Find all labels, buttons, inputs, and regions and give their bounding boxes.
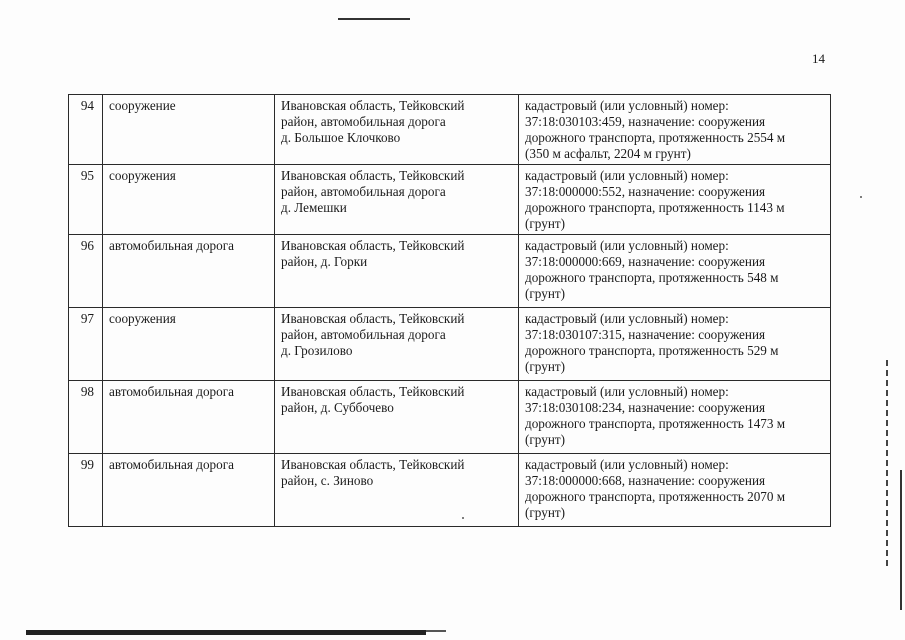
scan-edge-artifact-2 xyxy=(900,470,902,610)
details-line: 37:18:000000:552, назначение: сооружения xyxy=(525,184,766,199)
object-address xyxy=(275,308,519,381)
address-line: район, д. Суббочево xyxy=(281,400,394,415)
object-details xyxy=(519,165,831,235)
details-line: 37:18:030108:234, назначение: сооружения xyxy=(525,400,766,415)
details-line: (грунт) xyxy=(525,505,566,520)
details-line: дорожного транспорта, протяженность 2554 м xyxy=(525,130,786,145)
details-line: (грунт) xyxy=(525,432,566,447)
details-line: 37:18:030107:315, назначение: сооружения xyxy=(525,327,766,342)
address-line: д. Грозилово xyxy=(281,343,353,358)
object-type: сооружения xyxy=(103,308,275,381)
address-line: район, автомобильная дорога xyxy=(281,114,446,129)
object-type: автомобильная дорога xyxy=(103,381,275,454)
details-line: 37:18:000000:668, назначение: сооружения xyxy=(525,473,766,488)
table-row xyxy=(69,381,831,454)
object-type: автомобильная дорога xyxy=(103,235,275,308)
details-line: кадастровый (или условный) номер: xyxy=(525,168,729,183)
details-line: кадастровый (или условный) номер: xyxy=(525,238,729,253)
object-type: сооружение xyxy=(103,95,275,165)
details-line: дорожного транспорта, протяженность 1473 м xyxy=(525,416,786,431)
details-line: дорожного транспорта, протяженность 548 м xyxy=(525,270,779,285)
object-details xyxy=(519,95,831,165)
page-number: 14 xyxy=(812,51,825,66)
address-line: район, с. Зиново xyxy=(281,473,374,488)
header-rule xyxy=(338,18,410,20)
row-number: 95 xyxy=(69,165,103,235)
address-line: Ивановская область, Тейковский xyxy=(281,98,465,113)
row-number: 99 xyxy=(69,454,103,527)
object-details xyxy=(519,381,831,454)
address-line: район, автомобильная дорога xyxy=(281,327,446,342)
details-line: кадастровый (или условный) номер: xyxy=(525,98,729,113)
details-line: дорожного транспорта, протяженность 1143 м xyxy=(525,200,785,215)
object-address xyxy=(275,454,519,527)
registry-table-body xyxy=(69,95,831,527)
address-line: район, автомобильная дорога xyxy=(281,184,446,199)
table-row xyxy=(69,95,831,165)
address-line: Ивановская область, Тейковский xyxy=(281,457,465,472)
address-line: Ивановская область, Тейковский xyxy=(281,168,465,183)
object-details xyxy=(519,454,831,527)
object-type: сооружения xyxy=(103,165,275,235)
address-line: район, д. Горки xyxy=(281,254,368,269)
details-line: (350 м асфальт, 2204 м грунт) xyxy=(525,146,691,161)
details-line: (грунт) xyxy=(525,359,566,374)
details-line: кадастровый (или условный) номер: xyxy=(525,311,729,326)
scan-speck xyxy=(462,517,464,519)
details-line: кадастровый (или условный) номер: xyxy=(525,384,729,399)
details-line: 37:18:000000:669, назначение: сооружения xyxy=(525,254,766,269)
details-line: дорожного транспорта, протяженность 2070 м xyxy=(525,489,786,504)
object-address xyxy=(275,235,519,308)
object-details xyxy=(519,235,831,308)
address-line: д. Лемешки xyxy=(281,200,347,215)
details-line: (грунт) xyxy=(525,286,566,301)
object-address xyxy=(275,165,519,235)
object-address xyxy=(275,95,519,165)
address-line: Ивановская область, Тейковский xyxy=(281,238,465,253)
scan-edge-artifact xyxy=(886,360,888,570)
row-number: 96 xyxy=(69,235,103,308)
details-line: (грунт) xyxy=(525,216,566,231)
table-row xyxy=(69,235,831,308)
scan-bottom-bar xyxy=(26,630,426,635)
scan-bottom-bar-tail xyxy=(426,630,446,632)
row-number: 94 xyxy=(69,95,103,165)
table-row xyxy=(69,454,831,527)
object-type: автомобильная дорога xyxy=(103,454,275,527)
table-row xyxy=(69,165,831,235)
details-line: дорожного транспорта, протяженность 529 м xyxy=(525,343,779,358)
row-number: 97 xyxy=(69,308,103,381)
object-details xyxy=(519,308,831,381)
scan-speck xyxy=(860,196,862,198)
address-line: д. Большое Клочково xyxy=(281,130,401,145)
details-line: кадастровый (или условный) номер: xyxy=(525,457,729,472)
address-line: Ивановская область, Тейковский xyxy=(281,384,465,399)
details-line: 37:18:030103:459, назначение: сооружения xyxy=(525,114,766,129)
address-line: Ивановская область, Тейковский xyxy=(281,311,465,326)
object-address xyxy=(275,381,519,454)
property-registry-table xyxy=(68,94,831,527)
table-row xyxy=(69,308,831,381)
row-number: 98 xyxy=(69,381,103,454)
